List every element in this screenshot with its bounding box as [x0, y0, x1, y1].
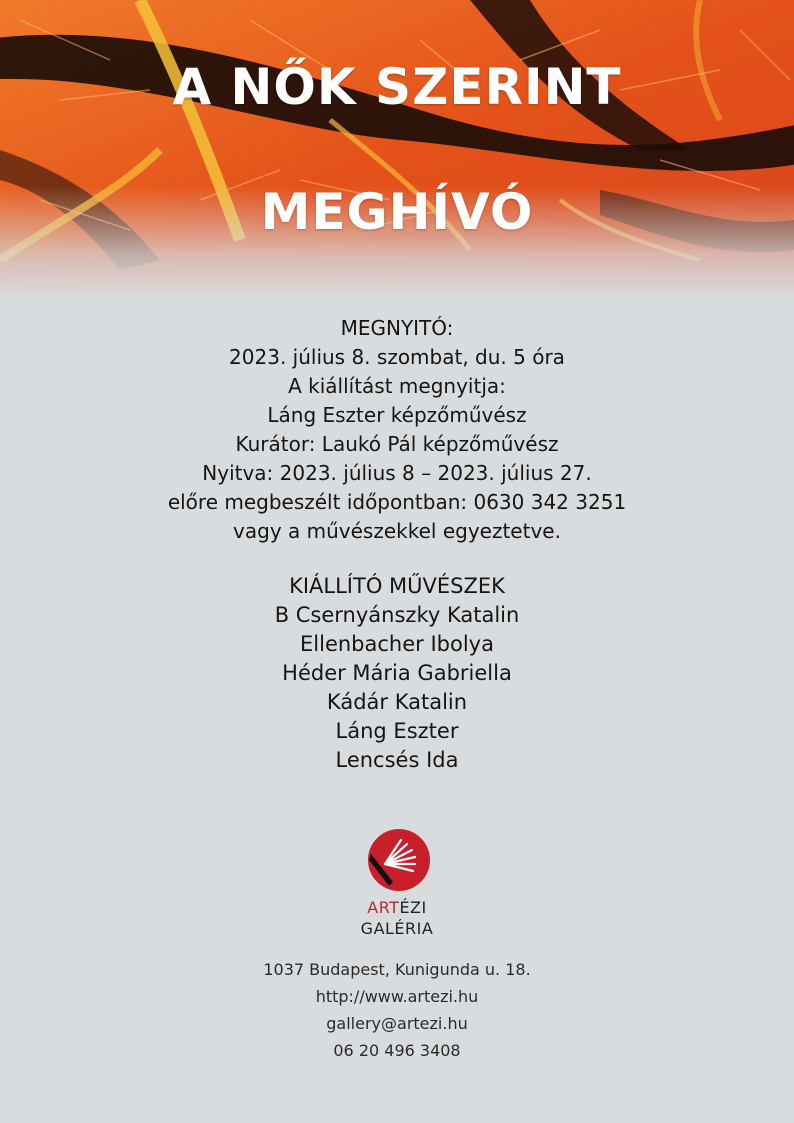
hero-artwork: [0, 0, 794, 300]
appointment-note: vagy a művészekkel egyeztetve.: [233, 519, 561, 543]
curator: Kurátor: Laukó Pál képzőművész: [235, 432, 559, 456]
artist-name: Kádár Katalin: [326, 690, 468, 714]
gallery-name: [0, 898, 794, 917]
artists-list: [0, 572, 794, 775]
artist-name: Héder Mária Gabriella: [282, 661, 512, 685]
opening-date: 2023. július 8. szombat, du. 5 óra: [229, 345, 565, 369]
contact-info: [0, 956, 794, 1064]
opening-speaker: Láng Eszter képzőművész: [267, 403, 527, 427]
appointment-phone: előre megbeszélt időpontban: 0630 342 3251: [167, 490, 627, 514]
gallery-email-link[interactable]: gallery@artezi.hu: [326, 1014, 468, 1033]
artist-name: Ellenbacher Ibolya: [300, 632, 494, 656]
hero-artwork-image: [0, 0, 794, 300]
opening-hours: Nyitva: 2023. július 8 – 2023. július 27.: [202, 461, 592, 485]
gallery-website-link[interactable]: http://www.artezi.hu: [315, 987, 479, 1006]
opening-heading: MEGNYITÓ:: [340, 316, 454, 340]
gallery-address: 1037 Budapest, Kunigunda u. 18.: [263, 960, 531, 979]
invitation-title: A NŐK SZERINT: [172, 58, 622, 116]
gallery-phone: 06 20 496 3408: [333, 1041, 461, 1060]
artists-heading: KIÁLLÍTÓ MŰVÉSZEK: [289, 574, 505, 598]
gallery-logo-icon: [367, 828, 431, 892]
opening-speaker-label: A kiállítást megnyitja:: [288, 374, 506, 398]
invitation-subtitle: MEGHÍVÓ: [260, 183, 534, 241]
artist-name: Láng Eszter: [335, 719, 459, 743]
opening-details: [0, 314, 794, 546]
gallery-name-accent: ART: [367, 898, 400, 917]
gallery-name-rest: ÉZI: [399, 898, 427, 917]
artist-name: Lencsés Ida: [335, 748, 459, 772]
gallery-name-line2: GALÉRIA: [360, 919, 434, 938]
artist-name: B Csernyánszky Katalin: [274, 603, 520, 627]
